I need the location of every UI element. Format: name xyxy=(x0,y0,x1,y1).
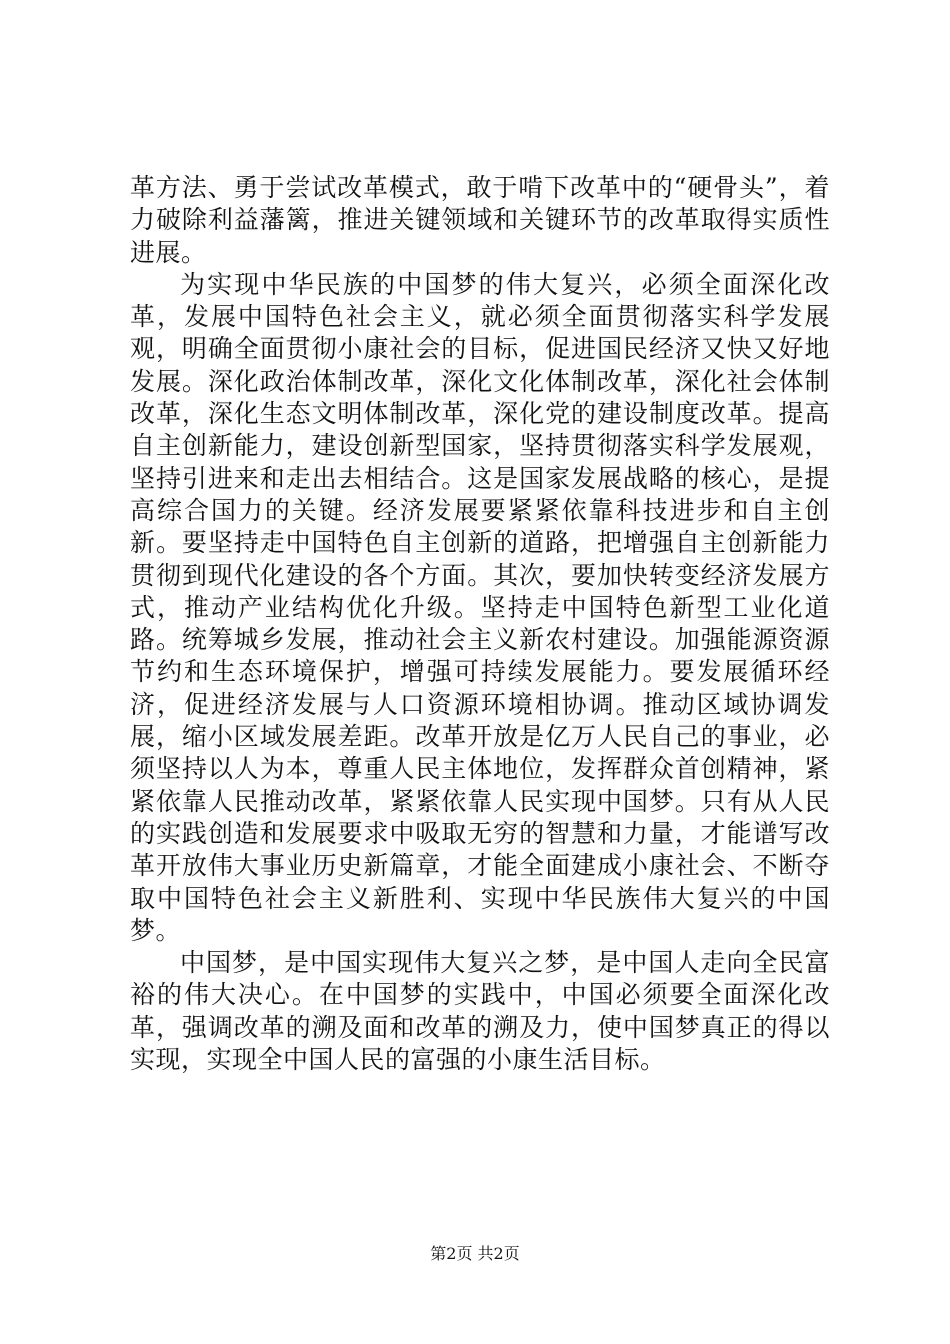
page-footer xyxy=(0,1244,950,1264)
page-number-label: 第2页 共2页 xyxy=(430,1244,520,1263)
paragraph-2: 为实现中华民族的中国梦的伟大复兴，必须全面深化改革，发展中国特色社会主义，就必须全面贯彻落实科学发展观，明确全面贯彻小康社会的目标，促进国民经济又快又好地发展。深化政治体制改革，深化文化体制改革，深化社会体制改革，深化生态文明体制改革，深化党的建设制度改革。提高自主创新能力，建设创新型国家，坚持贯彻落实科学发展观，坚持引进来和走出去相结合。这是国家发展战略的核心，是提高综合国力的关键。经济发展要紧紧依靠科技进步和自主创新。要坚持走中国特色自主创新的道路，把增强自主创新能力贯彻到现代化建设的各个方面。其次，要加快转变经济发展方式，推动产业结构优化升级。坚持走中国特色新型工业化道路。统筹城乡发展，推动社会主义新农村建设。加强能源资源节约和生态环境保护，增强可持续发展能力。要发展循环经济，促进经济发展与人口资源环境相协调。推动区域协调发展，缩小区域发展差距。改革开放是亿万人民自己的事业，必须坚持以人为本，尊重人民主体地位，发挥群众首创精神，紧紧依靠人民推动改革，紧紧依靠人民实现中国梦。只有从人民的实践创造和发展要求中吸取无穷的智慧和力量，才能谱写改革开放伟大事业历史新篇章，才能全面建成小康社会、不断夺取中国特色社会主义新胜利、实现中华民族伟大复兴的中国梦。 xyxy=(130,269,830,945)
body-text xyxy=(130,172,830,1076)
paragraph-1: 革方法、勇于尝试改革模式，敢于啃下改革中的“硬骨头”，着力破除利益藩篱，推进关键领域和关键环节的改革取得实质性进展。 xyxy=(130,173,830,267)
paragraph-3: 中国梦，是中国实现伟大复兴之梦，是中国人走向全民富裕的伟大决心。在中国梦的实践中，中国必须要全面深化改革，强调改革的溯及面和改革的溯及力，使中国梦真正的得以实现，实现全中国人民的富强的小康生活目标。 xyxy=(130,948,830,1075)
